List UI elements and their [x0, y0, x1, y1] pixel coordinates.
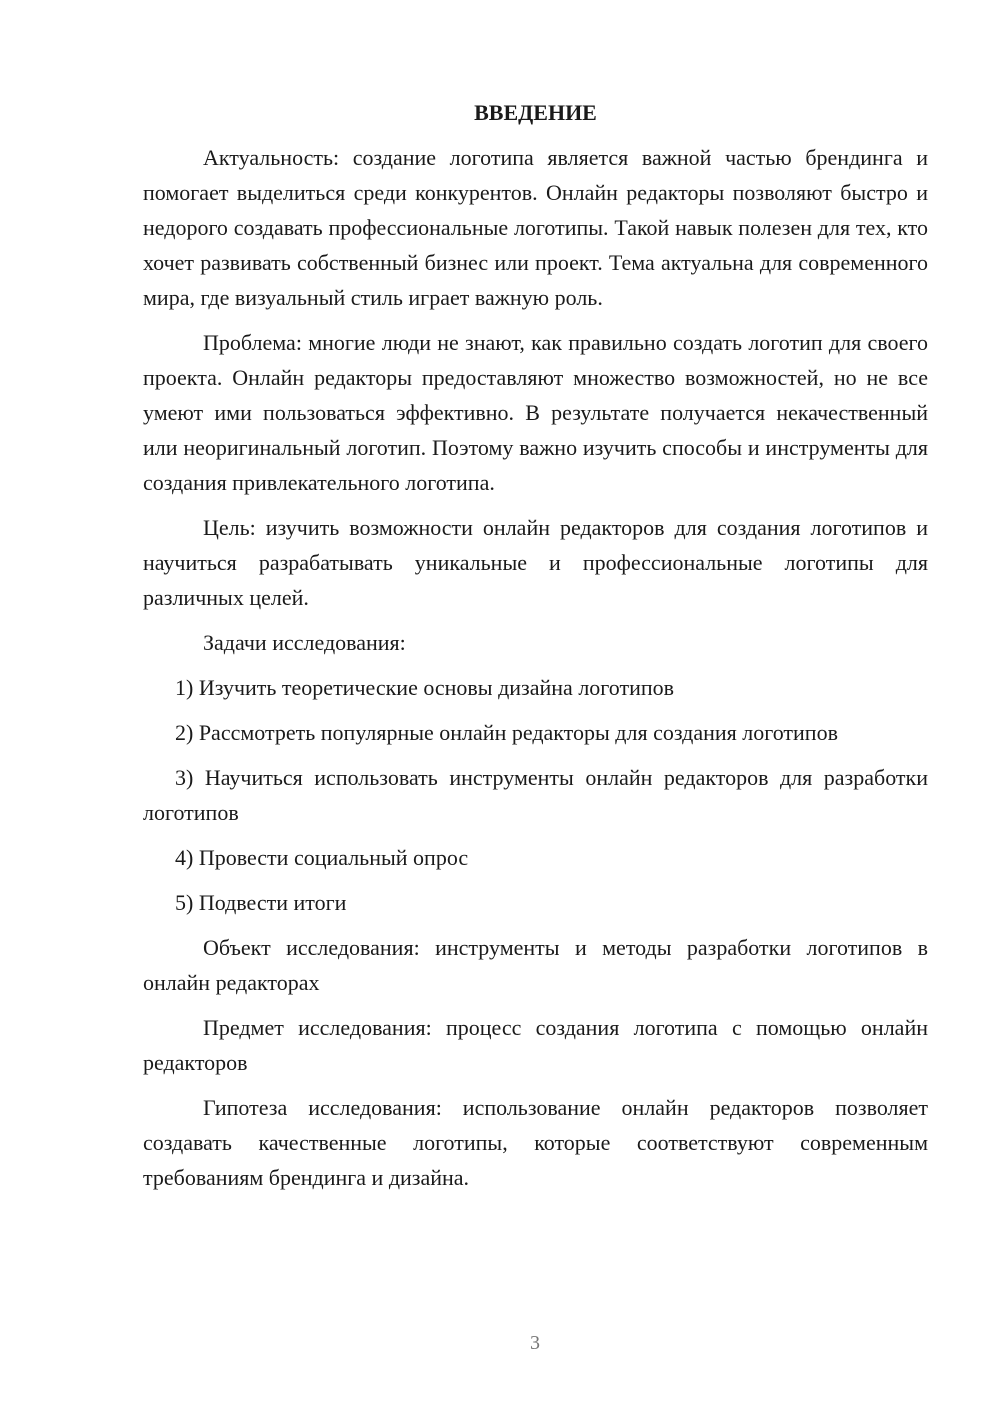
paragraph-object: Объект исследования: инструменты и методы разработки логотипов в онлайн редакторах — [143, 935, 928, 995]
task-item-3: 3) Научиться использовать инструменты онлайн редакторов для разработки логотипов — [143, 765, 928, 825]
task-item-1: 1) Изучить теоретические основы дизайна логотипов — [175, 675, 675, 700]
task-item-5: 5) Подвести итоги — [175, 890, 347, 915]
paragraph-relevance: Актуальность: создание логотипа является важной частью брендинга и помогает выделиться среди конкурентов. Онлайн редакторы позволяют быстро и недорого создавать профессиональные логотипы. Такой навык полезен для тех, кто хочет развивать собственный бизнес или проект. Тема актуальна для современного мира, где визуальный стиль играет важную роль. — [143, 145, 928, 310]
task-item-2: 2) Рассмотреть популярные онлайн редакторы для создания логотипов — [175, 720, 838, 745]
page-title: ВВЕДЕНИЕ — [474, 100, 597, 125]
page-number: 3 — [530, 1332, 540, 1354]
paragraph-hypothesis: Гипотеза исследования: использование онлайн редакторов позволяет создавать качественные логотипы, которые соответствуют современным требованиям брендинга и дизайна. — [143, 1095, 928, 1190]
tasks-heading: Задачи исследования: — [203, 630, 406, 655]
paragraph-goal: Цель: изучить возможности онлайн редакторов для создания логотипов и научиться разрабатывать уникальные и профессиональные логотипы для различных целей. — [143, 515, 928, 610]
document-page — [143, 95, 928, 1195]
paragraph-problem: Проблема: многие люди не знают, как правильно создать логотип для своего проекта. Онлайн редакторы предоставляют множество возможностей, но не все умеют ими пользоваться эффективно. В результате получается некачественный или неоригинальный логотип. Поэтому важно изучить способы и инструменты для создания привлекательного логотипа. — [143, 330, 928, 495]
paragraph-subject: Предмет исследования: процесс создания логотипа с помощью онлайн редакторов — [143, 1015, 928, 1075]
task-item-4: 4) Провести социальный опрос — [175, 845, 469, 870]
